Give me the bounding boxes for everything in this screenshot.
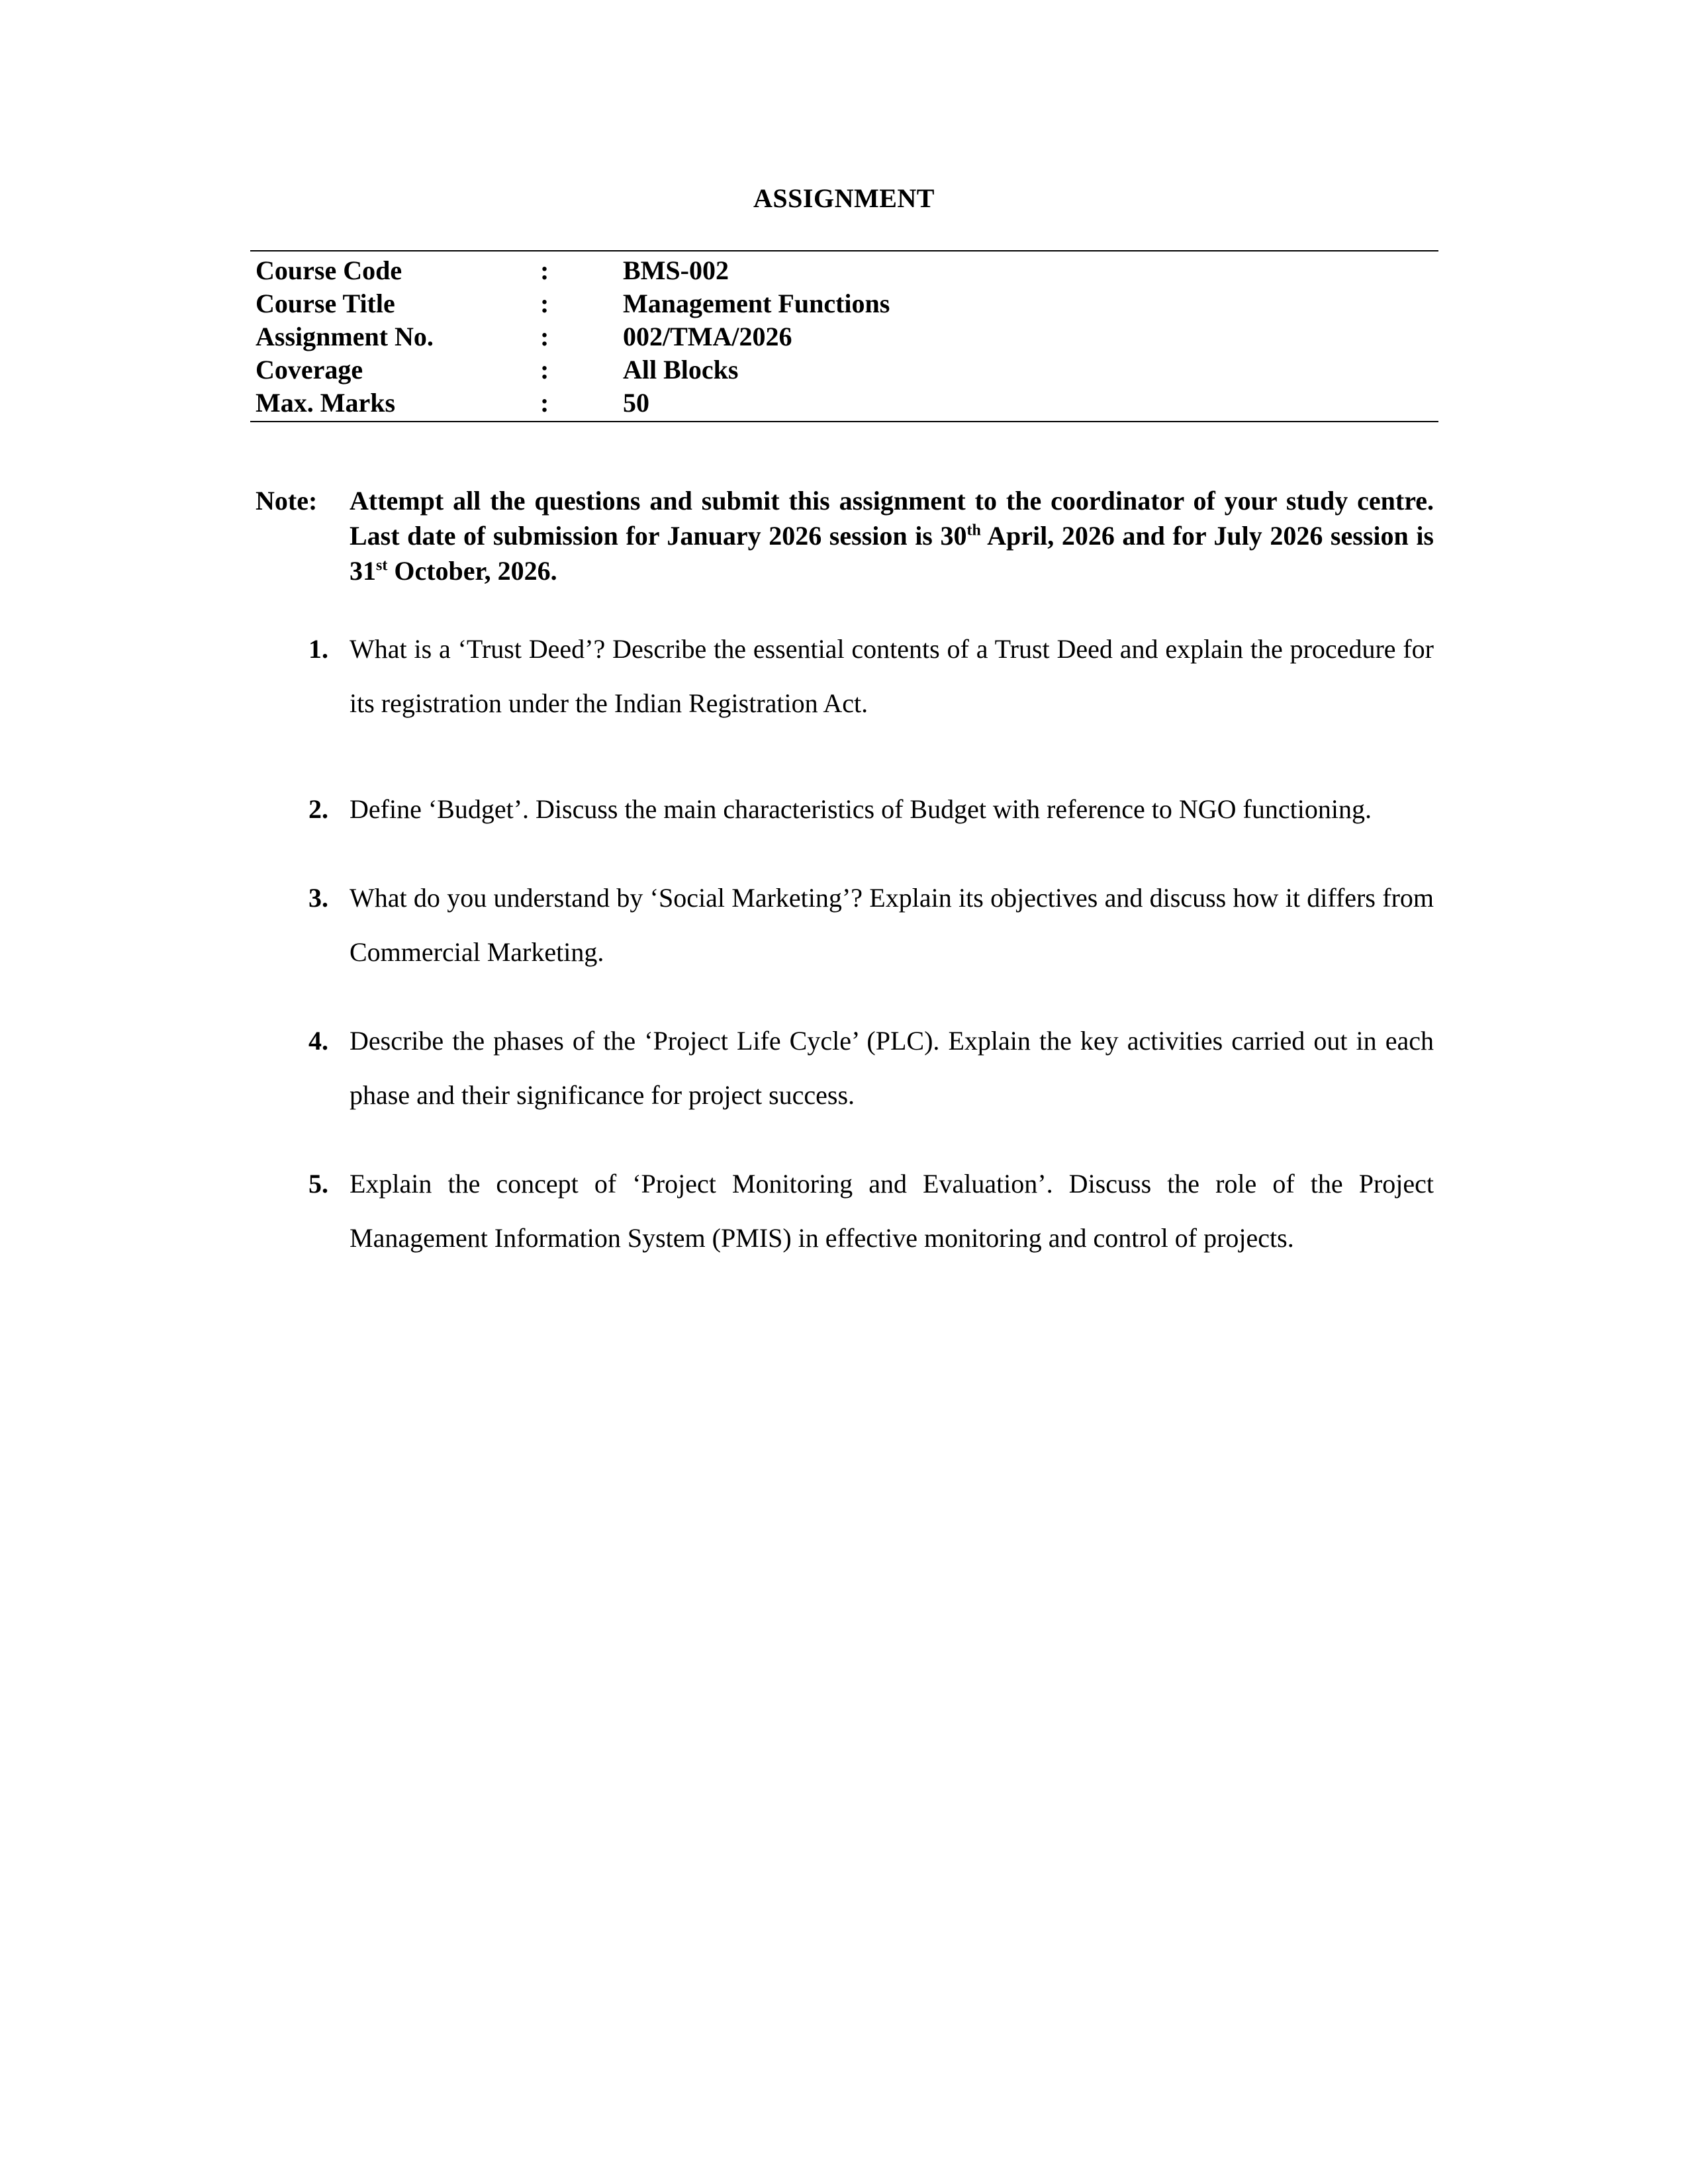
question-item (256, 1014, 1434, 1122)
question-text: Define ‘Budget’. Discuss the main characteristics of Budget with reference to NGO functioning. (350, 794, 1372, 824)
coverage-colon: : (540, 355, 549, 385)
max-marks-label: Max. Marks (256, 388, 396, 418)
assignment-no-label: Assignment No. (256, 322, 434, 351)
question-text: What is a ‘Trust Deed’? Describe the essential contents of a Trust Deed and explain the procedure for its registration under the Indian Registration Act. (350, 634, 1434, 718)
course-info-table (256, 254, 1434, 420)
course-code-value: BMS-002 (623, 255, 729, 285)
coverage-row (256, 353, 1434, 387)
note-sup-th: th (966, 522, 981, 539)
question-number: 3. (308, 883, 328, 913)
note-text-part3: October, 2026. (387, 556, 557, 586)
question-list (256, 622, 1434, 1265)
question-text: Describe the phases of the ‘Project Life Cycle’ (PLC). Explain the key activities carried out in each phase and their significance for project success. (350, 1026, 1434, 1110)
question-text: What do you understand by ‘Social Marketing’? Explain its objectives and discuss how it differs from Commercial Marketing. (350, 883, 1434, 967)
note-label: Note: (256, 486, 318, 516)
question-item (256, 1157, 1434, 1265)
max-marks-row (256, 387, 1434, 420)
assignment-no-value: 002/TMA/2026 (623, 322, 792, 351)
max-marks-value: 50 (623, 388, 649, 418)
course-title-colon: : (540, 289, 549, 318)
note-sup-st: st (376, 557, 388, 574)
question-number: 2. (308, 794, 328, 824)
course-title-label: Course Title (256, 289, 395, 318)
coverage-label: Coverage (256, 355, 363, 385)
question-item (256, 622, 1434, 731)
course-code-label: Course Code (256, 255, 402, 285)
question-number: 4. (308, 1026, 328, 1056)
max-marks-colon: : (540, 388, 549, 418)
question-number: 1. (308, 634, 328, 664)
header-bottom-rule (250, 421, 1438, 422)
question-text: Explain the concept of ‘Project Monitoring and Evaluation’. Discuss the role of the Project Management Information System (PMIS) in effective monitoring and control of projects. (350, 1169, 1434, 1253)
course-title-value: Management Functions (623, 289, 890, 318)
assignment-no-colon: : (540, 322, 549, 351)
note-text (350, 483, 1434, 588)
note-text-part2: April, 2026 and for July 2026 session is 31 (350, 521, 1434, 586)
header-top-rule (250, 250, 1438, 251)
question-item (256, 782, 1434, 837)
assignment-no-row (256, 320, 1434, 353)
submission-note (256, 483, 1434, 588)
question-item (256, 871, 1434, 979)
course-code-row (256, 254, 1434, 287)
question-number: 5. (308, 1169, 328, 1199)
document-title: ASSIGNMENT (753, 183, 935, 213)
coverage-value: All Blocks (623, 355, 739, 385)
course-title-row (256, 287, 1434, 320)
course-code-colon: : (540, 255, 549, 285)
note-text-part1: Attempt all the questions and submit this assignment to the coordinator of your study centre. Last date of submission for January 2026 session is 30 (350, 486, 1434, 551)
